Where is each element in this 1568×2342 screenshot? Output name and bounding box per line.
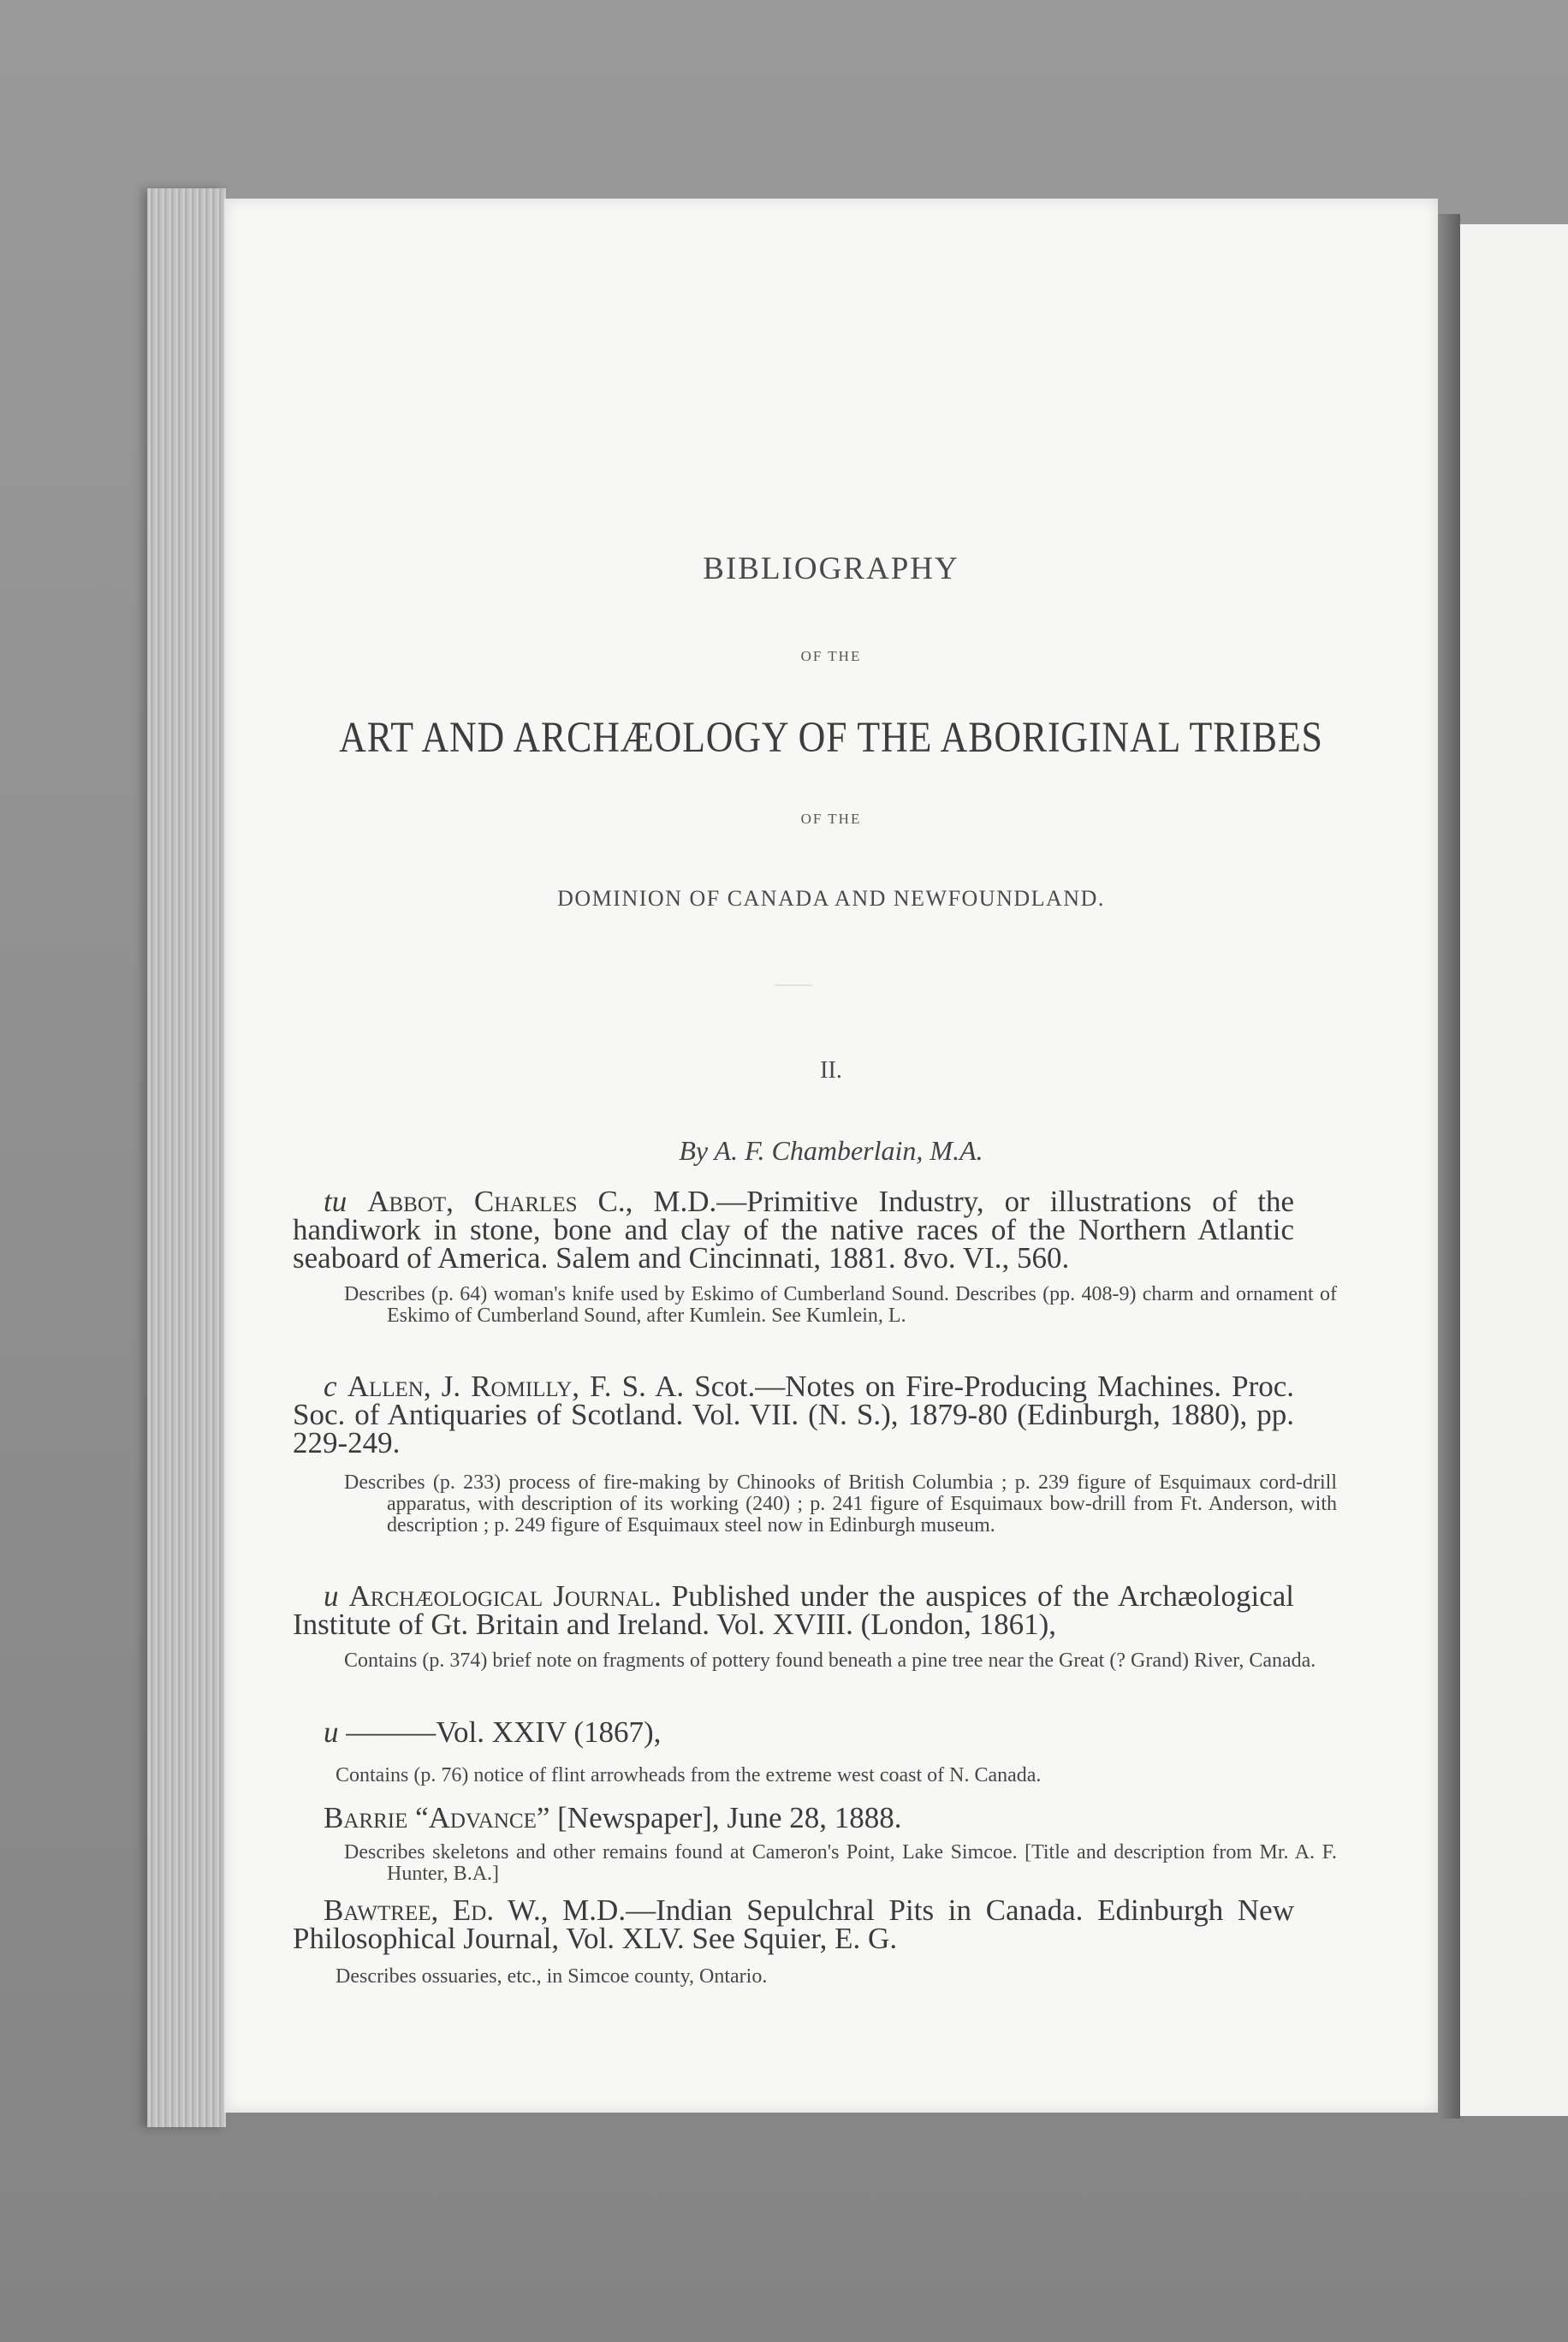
of-the-label: OF THE — [800, 648, 862, 664]
book-page-edges — [147, 188, 226, 2127]
of-the-label-2: OF THE — [800, 811, 862, 827]
divider-rule — [775, 984, 812, 986]
author-byline: By A. F. Chamberlain, M.A. — [679, 1135, 983, 1166]
entry-text: . Published under the auspices of the Archæological Institute of Gt. Britain and Ireland. Vol. XVIII. (London, 1861), — [293, 1579, 1295, 1641]
entry-note: Describes (p. 64) woman's knife used by Eskimo of Cumberland Sound. Describes (pp. 408-9) charm and ornament of Eskimo of Cumberland Sound, after Kumlein. See Kumlein, L. — [344, 1283, 1337, 1327]
bibliography-entry — [293, 1185, 1294, 1275]
entry-marker: u — [324, 1579, 339, 1613]
bibliography-entry — [293, 1372, 1294, 1457]
entry-note: Describes ossuaries, etc., in Simcoe county, Ontario. — [336, 1965, 768, 1988]
entry-text: W., M.D.—Indian Sepulchral Pits in Canada. Edinburgh New Philosophical Journal, Vol. XLV. See Squier, E. G. — [293, 1893, 1294, 1955]
entry-author: Allen, J. Romilly — [347, 1370, 573, 1403]
facing-page-edge — [1460, 224, 1568, 2116]
entry-note: Describes skeletons and other remains found at Cameron's Point, Lake Simcoe. [Title and description from Mr. A. F. Hunter, B.A.] — [344, 1841, 1337, 1885]
entry-text: , F. S. A. Scot.—Notes on Fire-Producing Machines. Proc. Soc. of Antiquaries of Scotland. Vol. VII. (N. S.), 1879-80 (Edinburgh, 1880), pp. 229-249. — [293, 1370, 1295, 1459]
entry-marker: c — [324, 1370, 337, 1403]
entry-text: ———Vol. XXIV (1867), — [346, 1715, 662, 1749]
entry-note: Contains (p. 374) brief note on fragments of pottery found beneath a pine tree near the Great (? Grand) River, Canada. — [344, 1650, 1316, 1672]
bibliography-entry — [293, 1579, 1295, 1641]
entry-text: [Newspaper], June 28, 1888. — [549, 1801, 902, 1834]
bibliography-entry — [293, 1893, 1294, 1955]
part-number: II. — [820, 1057, 842, 1084]
entry-marker: tu — [324, 1185, 347, 1218]
dominion-subtitle: DOMINION OF CANADA AND NEWFOUNDLAND. — [557, 886, 1105, 911]
main-title: ART AND ARCHÆOLOGY OF THE ABORIGINAL TRIBES — [339, 714, 1323, 762]
bibliography-entry — [293, 1715, 1294, 1749]
entry-marker: u — [324, 1715, 339, 1749]
bibliography-heading: BIBLIOGRAPHY — [703, 551, 959, 586]
entry-text: C., M.D.—Primitive Industry, or illustrations of the handiwork in stone, bone and clay of the native races of the Northern Atlantic seaboard of America. Salem and Cincinnati, 1881. 8vo. VI., 560. — [293, 1185, 1294, 1275]
entry-author: Barrie “Advance” — [324, 1801, 550, 1834]
entry-note: Contains (p. 76) notice of flint arrowheads from the extreme west coast of N. Canada. — [336, 1764, 1042, 1786]
entry-author: Abbot, Charles — [367, 1185, 578, 1218]
entry-author: Bawtree, Ed. — [324, 1893, 495, 1927]
entry-author: Archæological Journal — [348, 1579, 655, 1613]
bibliography-entry — [293, 1801, 1294, 1834]
book-gutter — [1438, 214, 1460, 2119]
entry-note: Describes (p. 233) process of fire-making by Chinooks of British Columbia ; p. 239 figure of Esquimaux cord-drill apparatus, with description of its working (240) ; p. 241 figure of Esquimaux bow-drill from Ft. Anderson, with description ; p. 249 figure of Esquimaux steel now in Edinburgh museum. — [344, 1471, 1337, 1537]
